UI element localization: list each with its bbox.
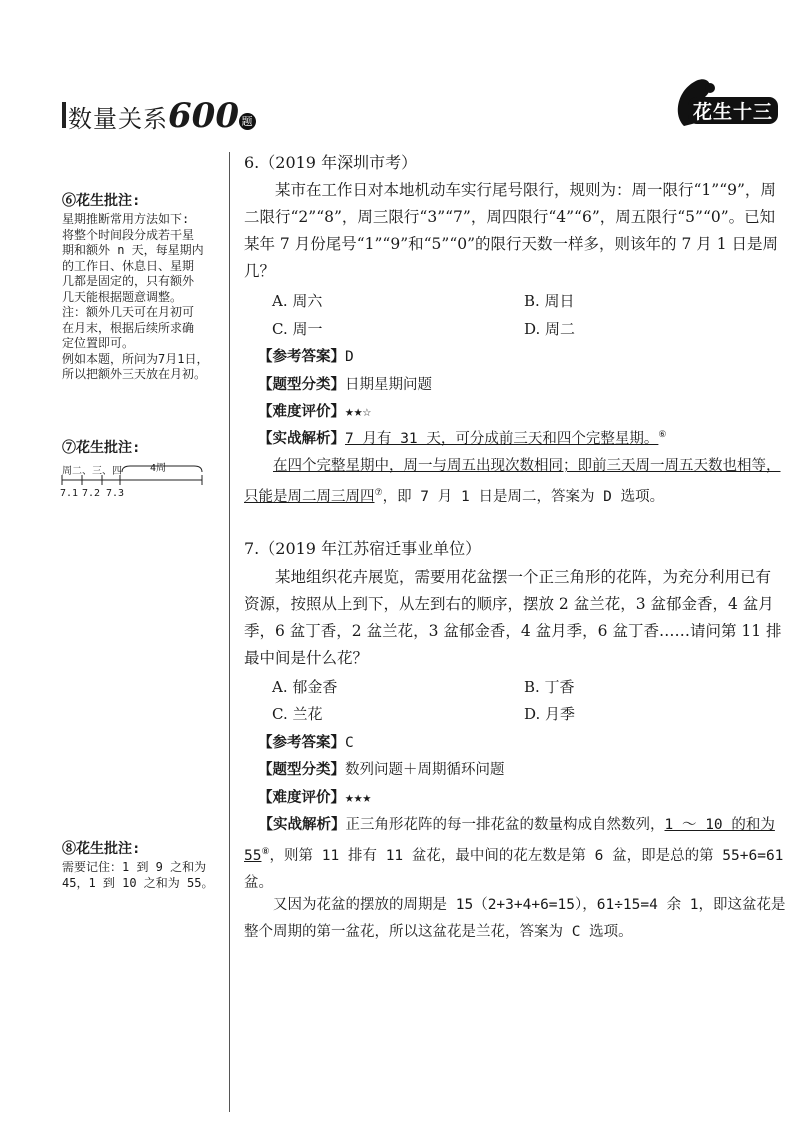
- q7-difficulty-label: 【难度评价】: [258, 790, 345, 806]
- book-title-suffix: 题: [239, 113, 256, 130]
- q7-type-label: 【题型分类】: [258, 762, 345, 778]
- q6-option-c: C. 周一: [272, 320, 323, 338]
- book-title-number: 600: [168, 96, 239, 136]
- q7-stem: 某地组织花卉展览，需要用花盆摆一个正三角形的花阵，为充分利用已有资源，按照从上到下，从左到右的顺序，摆放 2 盆兰花，3 盆郁金香，4 盆月季，6 盆丁香，2 盆兰花，3 盆郁金香，4 盆月季，6 盆丁香……请问第 11 排最中间是什么花？: [244, 568, 782, 667]
- book-title: [68, 96, 256, 136]
- q6-analysis-label: 【实战解析】: [258, 431, 345, 447]
- q6-type-row: [258, 373, 432, 394]
- note6-line: 注：额外几天可在月初可: [62, 305, 195, 319]
- brand-name: 花生十三: [688, 97, 778, 124]
- note6-line: 几都是固定的，只有额外: [62, 274, 195, 288]
- q7-answer-row: [258, 731, 354, 752]
- q6-option-d: D. 周二: [524, 320, 576, 338]
- q7-type: 数列问题＋周期循环问题: [345, 762, 505, 778]
- timeline-tick-label: 7.3: [106, 488, 125, 499]
- q6-analysis-row: [258, 427, 666, 448]
- q6-heading: 6.（2019 年深圳市考）: [244, 153, 418, 172]
- note6-line: 星期推断常用方法如下:: [62, 212, 190, 226]
- q7-difficulty-row: [258, 786, 371, 807]
- q7-option-a: A. 郁金香: [272, 678, 338, 696]
- q6-type-label: 【题型分类】: [258, 377, 345, 393]
- note6-body: [62, 212, 227, 383]
- note8-line: 45，1 到 10 之和为 55。: [62, 875, 214, 890]
- q7-analysis-b: ，则第 11 排有 11 盆花，最中间的花左数是第 6 盆，即是总的第 55+6=61 盆。: [244, 847, 784, 891]
- q7-answer: C: [345, 735, 354, 751]
- q6-option-b: B. 周日: [524, 292, 575, 310]
- q6-type: 日期星期问题: [345, 377, 432, 393]
- q7-answer-label: 【参考答案】: [258, 735, 345, 751]
- note6-heading: ⑥花生批注:: [62, 193, 141, 209]
- note8-heading: ⑧花生批注:: [62, 841, 141, 857]
- note6-line: 例如本题，所问为7月1日，: [62, 351, 209, 366]
- book-title-text: 数量关系: [68, 105, 168, 133]
- timeline-tick-label: 7.2: [82, 488, 101, 499]
- q7-analysis-a: 正三角形花阵的每一排花盆的数量构成自然数列，: [345, 817, 665, 833]
- q7-difficulty-stars: ★★★: [345, 790, 372, 806]
- q7-heading: 7.（2019 年江苏宿迁事业单位）: [244, 539, 482, 558]
- note6-line: 几天能根据题意调整。: [62, 289, 183, 304]
- q7-analysis-c: 又因为花盆的摆放的周期是 15（2+3+4+6=15），61÷15=4 余 1，即这盆花是整个周期的第一盆花，所以这盆花是兰花，答案为 C 选项。: [244, 897, 786, 940]
- q6-difficulty-label: 【难度评价】: [258, 404, 345, 420]
- q6-difficulty-row: [258, 400, 371, 421]
- timeline-label-weeks: 4周: [150, 463, 167, 474]
- q7-analysis: [244, 812, 789, 897]
- q7-mark: ⑧: [261, 847, 270, 857]
- q7-type-row: [258, 758, 505, 779]
- q7-analysis-label: 【实战解析】: [258, 817, 346, 833]
- note7-heading: ⑦花生批注:: [62, 440, 141, 456]
- q7-option-b: B. 丁香: [524, 678, 575, 696]
- note6-line: 在月末，根据后续所求确: [62, 320, 195, 335]
- note6-line: 的工作日、休息日、星期: [62, 258, 195, 273]
- q6-option-a: A. 周六: [272, 292, 323, 310]
- note8-line: 需要记住：1 到 9 之和为: [62, 860, 207, 874]
- timeline-label-days: 周二、三、四: [62, 466, 122, 477]
- q6-analysis-3: ，即 7 月 1 日是周二，答案为 D 选项。: [382, 488, 665, 505]
- q7-option-d: D. 月季: [524, 705, 576, 723]
- note6-line: 将整个时间段分成若干星: [62, 227, 195, 242]
- note6-line: 所以把额外三天放在月初。: [62, 367, 207, 381]
- q6-mark-2: ⑦: [374, 488, 383, 498]
- q6-stem: 某市在工作日对本地机动车实行尾号限行，规则为：周一限行“1”“9”，周二限行“2”“8”，周三限行“3”“7”，周四限行“4”“6”，周五限行“5”“0”。已知某年 7 月份尾号“1”“9”和“5”“0”的限行天数一样多，则该年的 7 月 1 日是周几？: [244, 181, 778, 280]
- timeline-tick-label: 7.1: [60, 488, 79, 499]
- q6-analysis-cont: [244, 453, 789, 511]
- column-divider: [229, 152, 230, 1112]
- q6-analysis-2: 在四个完整星期中，周一与周五出现次数相同；即前三天周一周五天数也相等，只能是周二周三周四: [244, 458, 781, 505]
- q6-answer-label: 【参考答案】: [258, 349, 345, 365]
- note6-line: 期和额外 n 天，每星期内: [62, 243, 204, 257]
- q6-answer-row: [258, 345, 354, 366]
- q6-answer: D: [345, 349, 354, 365]
- q6-mark-1: ⑥: [658, 430, 667, 441]
- q6-difficulty-stars: ★★☆: [345, 404, 372, 420]
- note6-line: 定位置即可。: [62, 336, 135, 350]
- note8-body: [62, 860, 227, 891]
- q7-analysis-underlined: 1 ～ 10 的和为 55: [244, 817, 775, 864]
- header-bar: [62, 102, 66, 128]
- q6-analysis-1: 7 月有 31 天，可分成前三天和四个完整星期。: [345, 431, 659, 447]
- q7-option-c: C. 兰花: [272, 705, 323, 723]
